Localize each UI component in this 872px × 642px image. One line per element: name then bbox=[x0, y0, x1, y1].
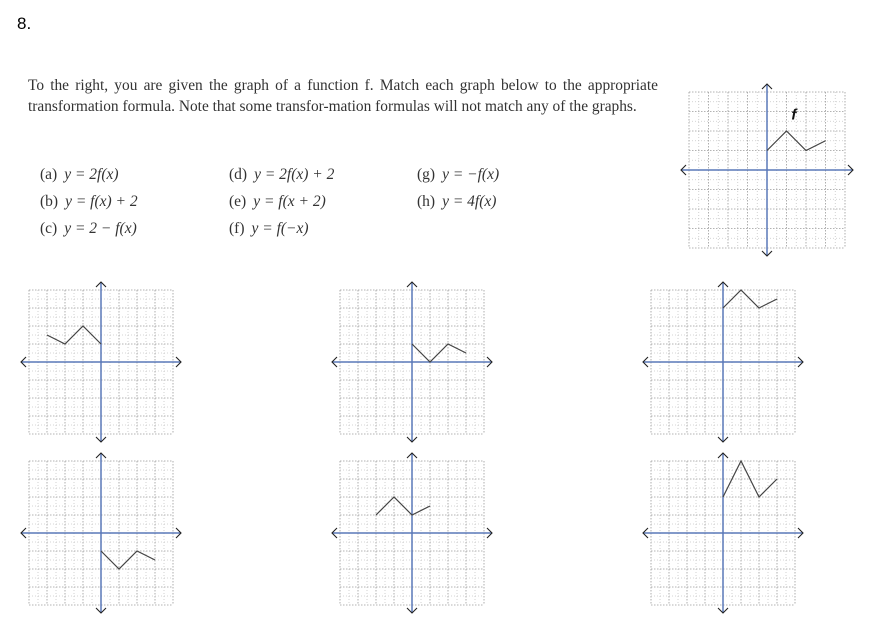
option-label: (a) bbox=[40, 166, 58, 183]
answer-graph-4 bbox=[24, 457, 184, 612]
question-number: 8. bbox=[17, 14, 32, 33]
option-label: (f) bbox=[229, 220, 245, 237]
function-curve bbox=[767, 131, 826, 151]
option-formula: y = 2f(x) + 2 bbox=[254, 166, 335, 183]
answer-graph-1 bbox=[24, 286, 184, 441]
option-formula: y = 4f(x) bbox=[442, 193, 497, 210]
option-formula: y = 2f(x) bbox=[64, 166, 119, 183]
option-e bbox=[229, 193, 326, 211]
answer-graph-6 bbox=[646, 457, 806, 612]
option-formula: y = f(x) + 2 bbox=[65, 193, 138, 210]
option-b bbox=[40, 193, 138, 211]
option-h bbox=[417, 193, 496, 211]
option-label: (d) bbox=[229, 166, 248, 183]
option-formula: y = f(−x) bbox=[251, 220, 309, 237]
option-label: (e) bbox=[229, 193, 247, 210]
option-label: (b) bbox=[40, 193, 59, 210]
option-formula: y = f(x + 2) bbox=[253, 193, 326, 210]
option-label: (c) bbox=[40, 220, 58, 237]
intro-paragraph: To the right, you are given the graph of a function f. Match each graph below to the appropriate transformation formula. Note that some transfor-mation formulas will not match any of the graphs. bbox=[28, 77, 658, 115]
option-a bbox=[40, 166, 119, 184]
option-f bbox=[229, 220, 309, 238]
answer-graph-2 bbox=[335, 286, 495, 441]
option-label: (g) bbox=[417, 166, 436, 183]
option-label: (h) bbox=[417, 193, 436, 210]
function-label: f bbox=[791, 106, 797, 124]
option-formula: y = 2 − f(x) bbox=[64, 220, 137, 237]
answer-graph-3 bbox=[646, 286, 806, 441]
option-g bbox=[417, 166, 499, 184]
option-d bbox=[229, 166, 334, 184]
answer-graph-5 bbox=[335, 457, 495, 612]
option-c bbox=[40, 220, 137, 238]
reference-graph bbox=[684, 86, 850, 251]
option-formula: y = −f(x) bbox=[442, 166, 500, 183]
